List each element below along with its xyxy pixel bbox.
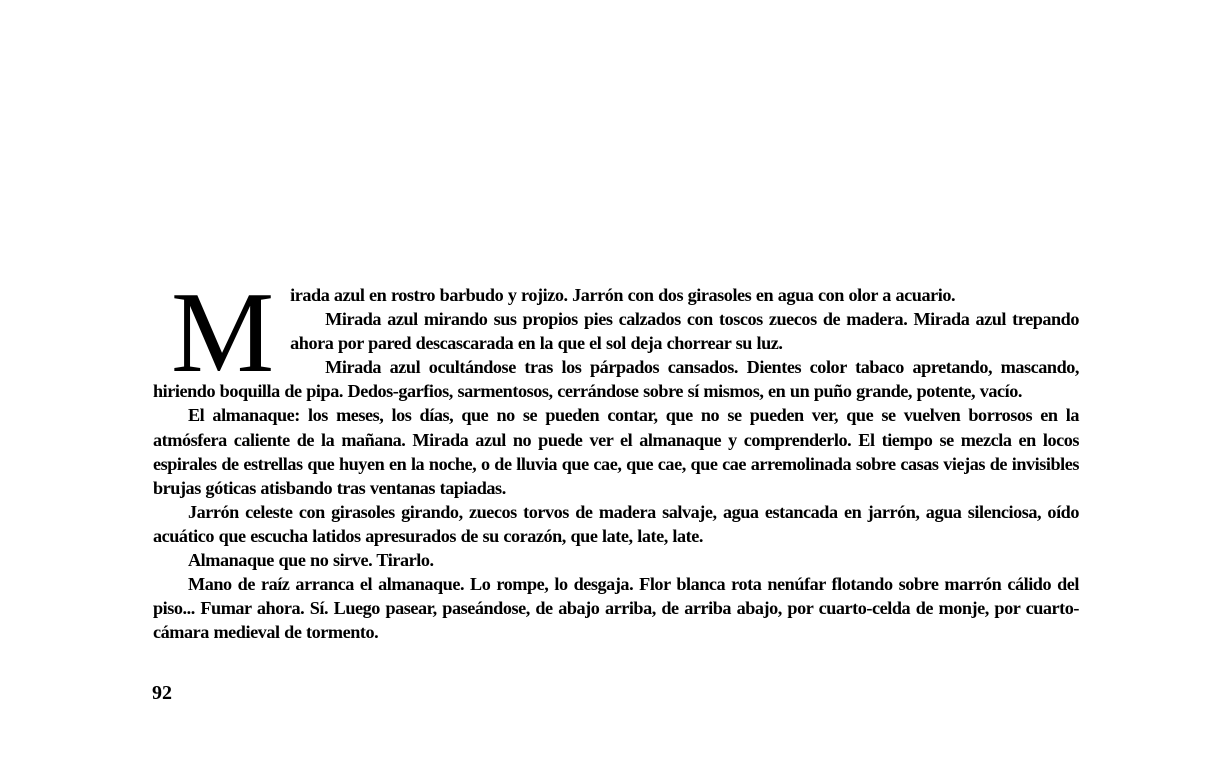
paragraph-7: Mano de raíz arranca el almanaque. Lo rompe, lo desgaja. Flor blanca rota nenúfar flotando sobre marrón cálido del piso... Fumar ahora. Sí. Luego pasear, paseándose, de abajo arriba, de arriba abajo, por cuarto-celda de monje, por cuarto-cámara medieval de tormento.	[153, 574, 1079, 643]
paragraph-2: Mirada azul mirando sus propios pies calzados con toscos zuecos de madera. Mirada azul trepando ahora por pared descascarada en la que el sol deja chorrear su luz.	[290, 309, 1079, 354]
page-number: 92	[152, 682, 172, 704]
paragraph-4: El almanaque: los meses, los días, que no se pueden contar, que no se pueden ver, que se vuelven borrosos en la atmósfera caliente de la mañana. Mirada azul no puede ver el almanaque y comprenderlo. El tiempo se mezcla en locos espirales de estrellas que huyen en la noche, o de lluvia que cae, que cae, que cae arremolinada sobre casas viejas de invisibles brujas góticas atisbando tras ventanas tapiadas.	[153, 405, 1079, 498]
body-text	[153, 269, 1079, 644]
paragraph-6: Almanaque que no sirve. Tirarlo.	[188, 550, 434, 571]
paragraph-1-text: irada azul en rostro barbudo y rojizo. Jarrón con dos girasoles en agua con olor a acuario.	[290, 285, 956, 305]
paragraph-3: Mirada azul ocultándose tras los párpados cansados. Dientes color tabaco apretando, mascando, hiriendo boquilla de pipa. Dedos-garfios, sarmentosos, cerrándose sobre sí mismos, en un puño grande, potente, vacío.	[153, 357, 1079, 402]
paragraph-5: Jarrón celeste con girasoles girando, zuecos torvos de madera salvaje, agua estancada en jarrón, agua silenciosa, oído acuático que escucha latidos apresurados de su corazón, que late, late, late.	[153, 501, 1079, 546]
drop-cap: M	[171, 269, 275, 397]
